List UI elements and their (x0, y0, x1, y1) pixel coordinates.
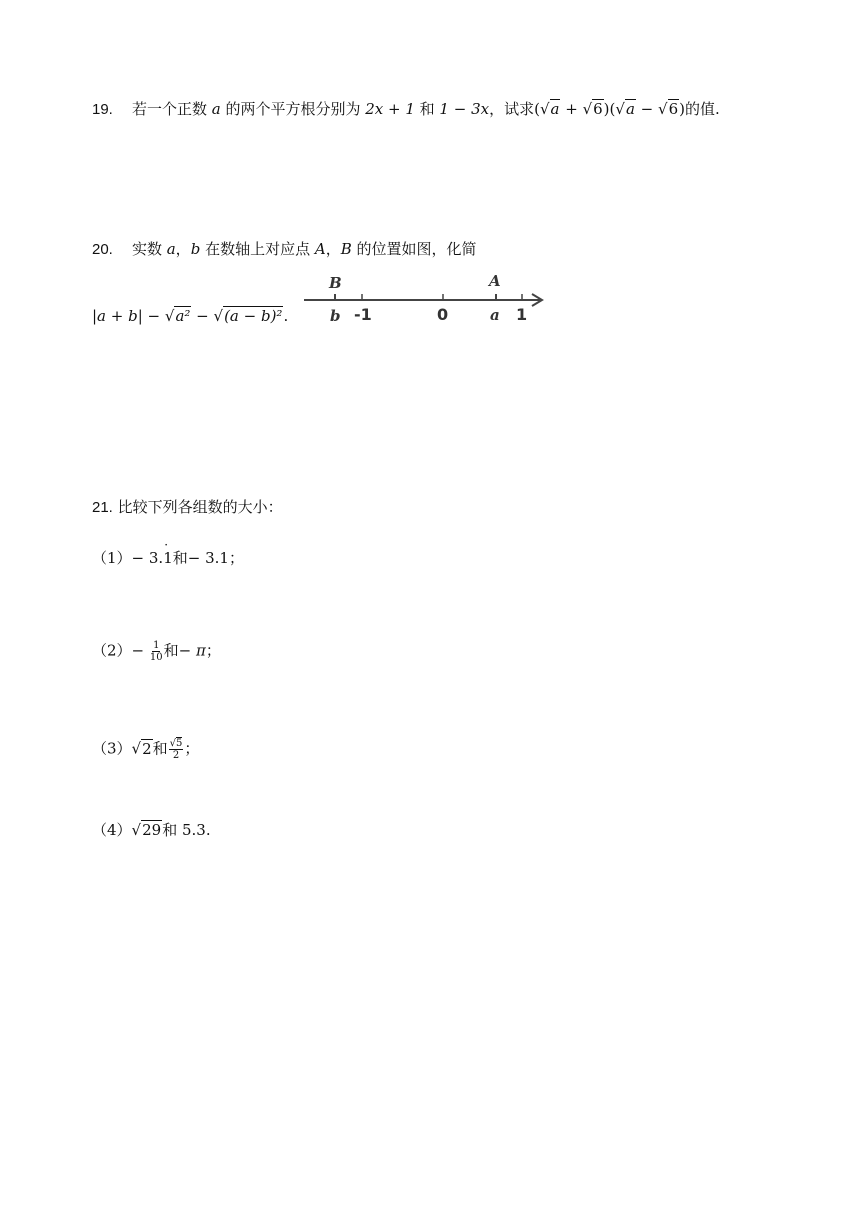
question-text: ，试求( (489, 100, 540, 118)
math-op: − (131, 641, 149, 660)
math-value: 5.3 (181, 821, 206, 839)
part-index: （3） (92, 739, 132, 758)
value-label-1: 1 (516, 305, 528, 324)
question-text: 在数轴上对应点 (200, 240, 315, 258)
math-var: B (340, 240, 352, 258)
question-text: 和 (172, 549, 188, 567)
fraction: $\frac{1}{10}$ (149, 640, 163, 663)
sqrt-expr: 2 (142, 739, 152, 758)
question-20 (92, 239, 477, 260)
question-text: 实数 (131, 240, 167, 258)
sqrt-expr: a (550, 100, 560, 118)
part-2 (92, 640, 221, 663)
math-op: − (191, 307, 214, 325)
number-line-diagram (300, 270, 550, 330)
math-var: b (190, 240, 201, 258)
value-label-neg1: -1 (354, 305, 372, 324)
sqrt-expr: 29 (142, 821, 162, 839)
part-index: （1） (92, 549, 132, 567)
fraction: $\frac{√5}{2}$ (169, 738, 183, 761)
repeating-digit: · 1 (163, 548, 173, 568)
punctuation: ； (205, 641, 221, 660)
question-text: 的位置如图，化简 (351, 240, 477, 258)
math-var: a (211, 100, 221, 118)
punctuation: ； (228, 549, 244, 567)
value-label-b: b (330, 307, 341, 325)
question-text: 若一个正数 (131, 100, 212, 118)
punctuation: ； (184, 739, 200, 758)
math-op: + (560, 100, 583, 118)
question-text: 和 (152, 739, 168, 758)
question-19: 19. 若一个正数 a 的两个平方根分别为 2x + 1 和 1 − 3x，试求(√a + √6)(√a − √6)的值. (92, 100, 720, 118)
question-text: 的两个平方根分别为 (220, 100, 366, 118)
question-text: 比较下列各组数的大小： (117, 498, 283, 516)
part-index: （4） (92, 821, 132, 839)
math-expr: 2x + 1 (365, 100, 415, 118)
sqrt-expr: 6 (668, 100, 679, 118)
question-number: 20. (92, 241, 113, 258)
question-text: 和 (163, 641, 179, 660)
question-number: 19. (92, 101, 113, 118)
punctuation: . (205, 821, 211, 839)
part-1 (92, 548, 244, 568)
math-op: )( (603, 100, 616, 118)
punctuation: . (283, 307, 289, 325)
math-value: − 3. (131, 549, 164, 567)
question-text: 和 (414, 100, 440, 118)
math-expr: 1 − 3x (439, 100, 490, 118)
math-op: − (635, 100, 659, 118)
question-21 (92, 497, 283, 518)
math-value: − 3.1 (187, 549, 229, 567)
part-4: （4）√29和 5.3. (92, 821, 211, 839)
sqrt-expr: a² (175, 307, 191, 325)
number-line-svg (300, 270, 550, 330)
math-var: A (314, 240, 326, 258)
part-index: （2） (92, 641, 132, 660)
math-value: − π (178, 641, 206, 660)
question-text: 和 (162, 821, 182, 839)
point-label-B: B (329, 274, 342, 292)
sqrt-expr: (a − b)² (224, 307, 283, 325)
sqrt-expr: a (625, 100, 635, 118)
math-var: a (166, 240, 176, 258)
value-label-a: a (490, 306, 500, 324)
value-label-0: 0 (437, 305, 449, 324)
part-3: （3）√2和 $\frac{√5}{2}$ ； (92, 738, 200, 761)
point-label-A: A (489, 272, 501, 290)
sqrt-expr: 6 (593, 100, 603, 118)
question-number: 21. (92, 499, 113, 516)
question-20-expression: |a + b| − √a² − √(a − b)². (92, 307, 289, 325)
question-text: ， (325, 240, 341, 258)
math-expr: |a + b| − (92, 307, 165, 325)
question-text: )的值. (679, 100, 720, 118)
question-text: ， (175, 240, 191, 258)
